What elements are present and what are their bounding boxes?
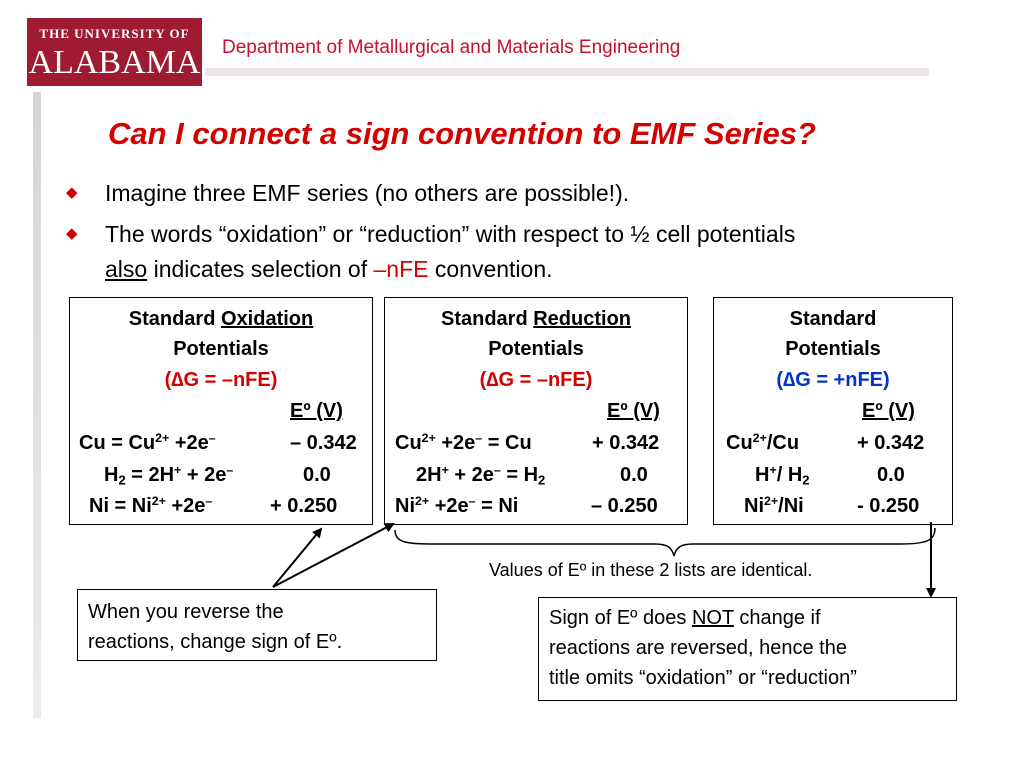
- sign-note-line3: title omits “oxidation” or “reduction”: [549, 667, 857, 689]
- also-word: also: [105, 256, 148, 282]
- table-row: $Ni = Ni^{2+} +2e^-$: [89, 494, 213, 517]
- table-row-value: - 0.250: [857, 495, 920, 517]
- heading-prefix: Standard: [440, 308, 534, 330]
- sign-note-line2: reactions are reversed, hence the: [549, 637, 847, 659]
- table-row-value: + 0.342: [857, 432, 925, 454]
- table-row: $Cu^{2+}/Cu$: [726, 431, 800, 454]
- standard-heading: Standard: [789, 308, 877, 330]
- oxidation-heading-2: Potentials: [173, 338, 269, 360]
- heading-key: Reduction: [533, 308, 632, 330]
- table-row: $Cu = Cu^{2+} +2e^-$: [79, 431, 216, 454]
- nfe-term: –nFE: [373, 256, 429, 282]
- logo-main-text: ALABAMA: [28, 44, 201, 81]
- reduction-heading-2: Potentials: [488, 338, 584, 360]
- bullet-2-end: convention.: [428, 256, 553, 282]
- e-header-text: Eº (V): [607, 400, 660, 422]
- table-row-value: – 0.250: [591, 495, 658, 517]
- table-row: $Cu^{2+} +2e^- = Cu$: [395, 431, 532, 454]
- heading-key: Oxidation: [221, 308, 314, 330]
- reverse-note-line2: reactions, change sign of Eº.: [88, 631, 343, 653]
- sign-line1-end: change if: [733, 607, 821, 629]
- table-row: $H_2 = 2H^+ + 2e^-$: [104, 463, 234, 488]
- bullet-1-text: Imagine three EMF series (no others are possible!).: [105, 180, 630, 206]
- table-row: H+/ $H_2$: [755, 463, 810, 488]
- diamond-bullet-icon: ◆: [66, 225, 78, 242]
- reverse-note-line1: When you reverse the: [88, 601, 284, 623]
- standard-convention: (∆G = +nFE): [776, 369, 890, 391]
- arrow-to-oxidation: [273, 529, 321, 587]
- table-row: $Ni^{2+}/Ni$: [744, 494, 804, 517]
- identical-values-caption: Values of Eº in these 2 lists are identical.: [489, 560, 813, 580]
- bullet-2-line1: The words “oxidation” or “reduction” with respect to ½ cell potentials: [105, 221, 796, 247]
- sign-prefix: Sign of Eº does: [549, 607, 692, 629]
- table-row-value: + 0.342: [592, 432, 660, 454]
- e-header-text: Eº (V): [862, 400, 915, 422]
- diamond-bullet-icon: ◆: [66, 184, 78, 201]
- brace: [395, 528, 935, 556]
- oxidation-convention: (∆G = –nFE): [164, 369, 278, 391]
- department-name: Department of Metallurgical and Materials Engineering: [222, 37, 681, 58]
- slide-title: Can I connect a sign convention to EMF Series?: [108, 116, 816, 151]
- table-row-value: 0.0: [877, 464, 905, 486]
- table-row-value: 0.0: [620, 464, 648, 486]
- table-row: $2H^+ + 2e^- = H_2$: [416, 463, 546, 488]
- heading-prefix: Standard: [128, 308, 221, 330]
- arrow-to-reduction: [273, 524, 393, 587]
- bullet-2-mid: indicates selection of: [147, 256, 374, 282]
- e-header-text: Eº (V): [290, 400, 343, 422]
- sign-note: [538, 597, 957, 701]
- not-word: NOT: [691, 607, 734, 629]
- reverse-note: [77, 589, 437, 661]
- standard-heading-2: Potentials: [785, 338, 881, 360]
- logo-top-text: THE UNIVERSITY OF: [39, 26, 190, 41]
- table-row-value: – 0.342: [290, 432, 357, 454]
- sign-note-line1: [549, 603, 946, 633]
- reduction-convention: (∆G = –nFE): [479, 369, 593, 391]
- table-row-value: 0.0: [303, 464, 331, 486]
- table-row: $Ni^{2+} +2e^- = Ni$: [395, 494, 519, 517]
- table-row-value: + 0.250: [270, 495, 338, 517]
